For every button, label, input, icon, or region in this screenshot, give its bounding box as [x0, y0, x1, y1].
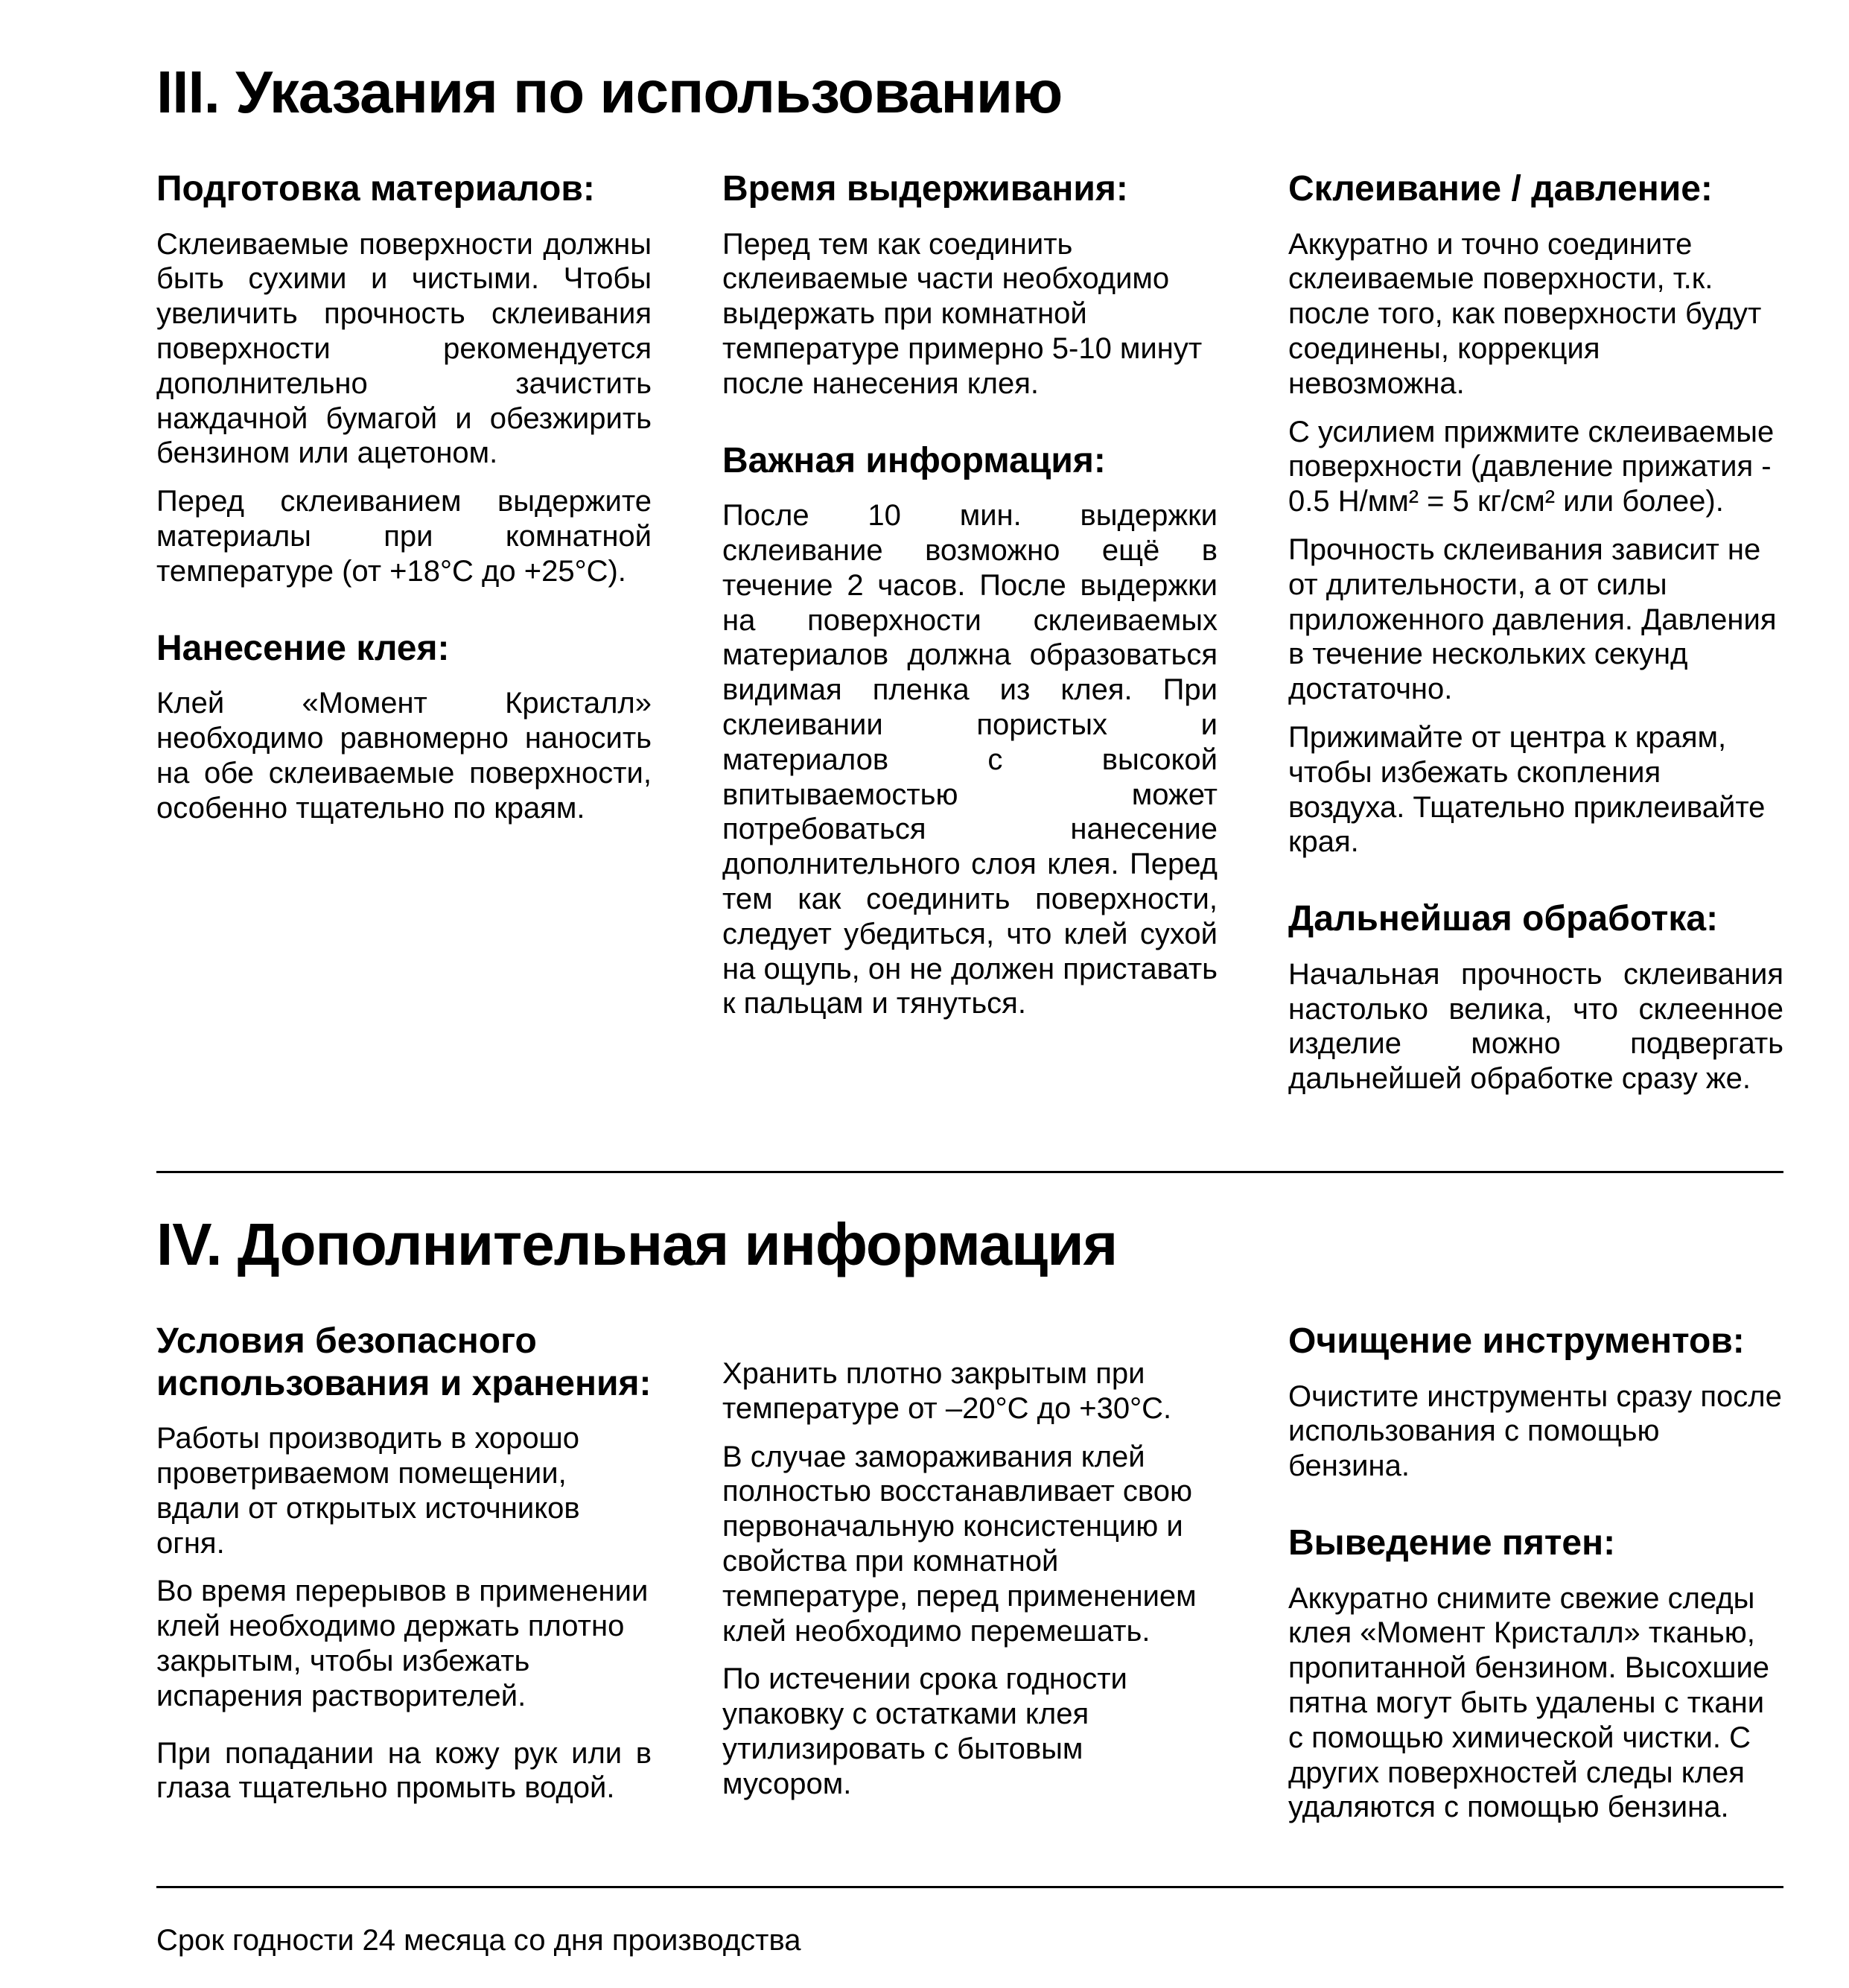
- block-safe-use-storage: [156, 1321, 652, 1806]
- usage-col-3: [1288, 168, 1783, 1110]
- paragraph: Прочность склеивания зависит не от длительности, а от силы приложенного давления. Давления в течение нескольких секунд достаточно.: [1288, 533, 1777, 706]
- paragraph: По истечении срока годности упаковку с остатками клея утилизировать с бытовым мусором.: [722, 1663, 1127, 1800]
- paragraph: Хранить плотно закрытым при температуре от –20°С до +30°С.: [722, 1356, 1172, 1425]
- block-further-processing: [1288, 898, 1783, 1096]
- paragraph: Клей «Момент Кристалл» необходимо равномерно наносить на обе склеиваемые поверхности, особенно тщательно по краям.: [156, 687, 652, 825]
- additional-columns: [156, 1321, 1783, 1838]
- paragraph: Работы производить в хорошо проветриваемом помещении, вдали от открытых источников огня.: [156, 1422, 580, 1560]
- paragraph: После 10 мин. выдержки склеивание возможно ещё в течение 2 часов. После выдержки на поверхности склеиваемых материалов должна образоваться видимая пленка из клея. При склеивании пористых и материалов с высокой впитываемостью может потребоваться нанесение дополнительного слоя клея. Перед тем как соединить поверхности, следует убедиться, что клей сухой на ощупь, он не должен приставать к пальцам и тянуться.: [722, 499, 1218, 1020]
- block-important-info: [722, 440, 1218, 1022]
- usage-col-1: [156, 168, 652, 839]
- paragraph: Во время перерывов в применении клей необходимо держать плотно закрытым, чтобы избежать испарения растворителей.: [156, 1575, 649, 1712]
- heading-safe-use-storage: Условия безопасного использования и хранения:: [156, 1321, 652, 1403]
- paragraph: Аккуратно снимите свежие следы клея «Момент Кристалл» тканью, пропитанной бензином. Высохшие пятна могут быть удалены с ткани с помощью химической чистки. С других поверхностей следы клея удаляются с помощью бензина.: [1288, 1581, 1770, 1824]
- paragraph: При попадании на кожу рук или в глаза тщательно промыть водой.: [156, 1736, 652, 1805]
- shelf-life-note: Срок годности 24 месяца со дня производства: [156, 1924, 801, 1957]
- block-storage-conditions: [722, 1356, 1218, 1802]
- block-bonding-pressure: [1288, 168, 1783, 860]
- paragraph: Начальная прочность склеивания настолько велика, что склеенное изделие можно подвергать дальнейшей обработке сразу же.: [1288, 957, 1783, 1096]
- section-usage-title: III. Указания по использованию: [156, 59, 1063, 125]
- additional-col-1: [156, 1321, 652, 1819]
- heading-glue-application: Нанесение клея:: [156, 628, 450, 668]
- heading-important-info: Важная информация:: [722, 440, 1106, 480]
- paragraph: Перед склеиванием выдержите материалы при комнатной температуре (от +18°С до +25°С).: [156, 485, 652, 588]
- heading-holding-time: Время выдерживания:: [722, 169, 1128, 209]
- usage-columns: [156, 168, 1783, 1110]
- heading-stain-removal: Выведение пятен:: [1288, 1523, 1616, 1563]
- paragraph: Очистите инструменты сразу после использования с помощью бензина.: [1288, 1379, 1782, 1483]
- usage-col-2: [722, 168, 1218, 1035]
- section-divider: [156, 1171, 1783, 1173]
- block-stain-removal: [1288, 1522, 1783, 1825]
- section-additional-title: IV. Дополнительная информация: [156, 1210, 1118, 1277]
- heading-further-processing: Дальнейшая обработка:: [1288, 899, 1719, 939]
- block-holding-time: [722, 168, 1218, 401]
- block-glue-application: [156, 628, 652, 826]
- heading-material-preparation: Подготовка материалов:: [156, 169, 595, 209]
- additional-col-3: [1288, 1321, 1783, 1838]
- paragraph: В случае замораживания клей полностью восстанавливает свою первоначальную консистенцию и свойства при комнатной температуре, перед применением клей необходимо перемешать.: [722, 1440, 1197, 1648]
- footer-divider: [156, 1886, 1783, 1888]
- paragraph: С усилием прижмите склеиваемые поверхности (давление прижатия - 0.5 Н/мм² = 5 кг/см² или более).: [1288, 415, 1775, 518]
- paragraph: Склеиваемые поверхности должны быть сухими и чистыми. Чтобы увеличить прочность склеивания поверхности рекомендуется дополнительно зачистить наждачной бумагой и обезжирить бензином или ацетоном.: [156, 227, 652, 470]
- paragraph: Перед тем как соединить склеиваемые части необходимо выдержать при комнатной температуре примерно 5-10 минут после нанесения клея.: [722, 227, 1203, 400]
- block-tool-cleaning: [1288, 1321, 1783, 1484]
- paragraph: Прижимайте от центра к краям, чтобы избежать скопления воздуха. Тщательно приклеивайте края.: [1288, 720, 1766, 859]
- block-material-preparation: [156, 168, 652, 589]
- paragraph: Аккуратно и точно соедините склеиваемые поверхности, т.к. после того, как поверхности будут соединены, коррекция невозможна.: [1288, 227, 1762, 400]
- heading-bonding-pressure: Склеивание / давление:: [1288, 169, 1713, 209]
- section-usage-instructions: [156, 60, 1783, 1110]
- section-additional-info: [156, 1212, 1783, 1838]
- additional-col-2: [722, 1321, 1218, 1815]
- heading-tool-cleaning: Очищение инструментов:: [1288, 1321, 1745, 1361]
